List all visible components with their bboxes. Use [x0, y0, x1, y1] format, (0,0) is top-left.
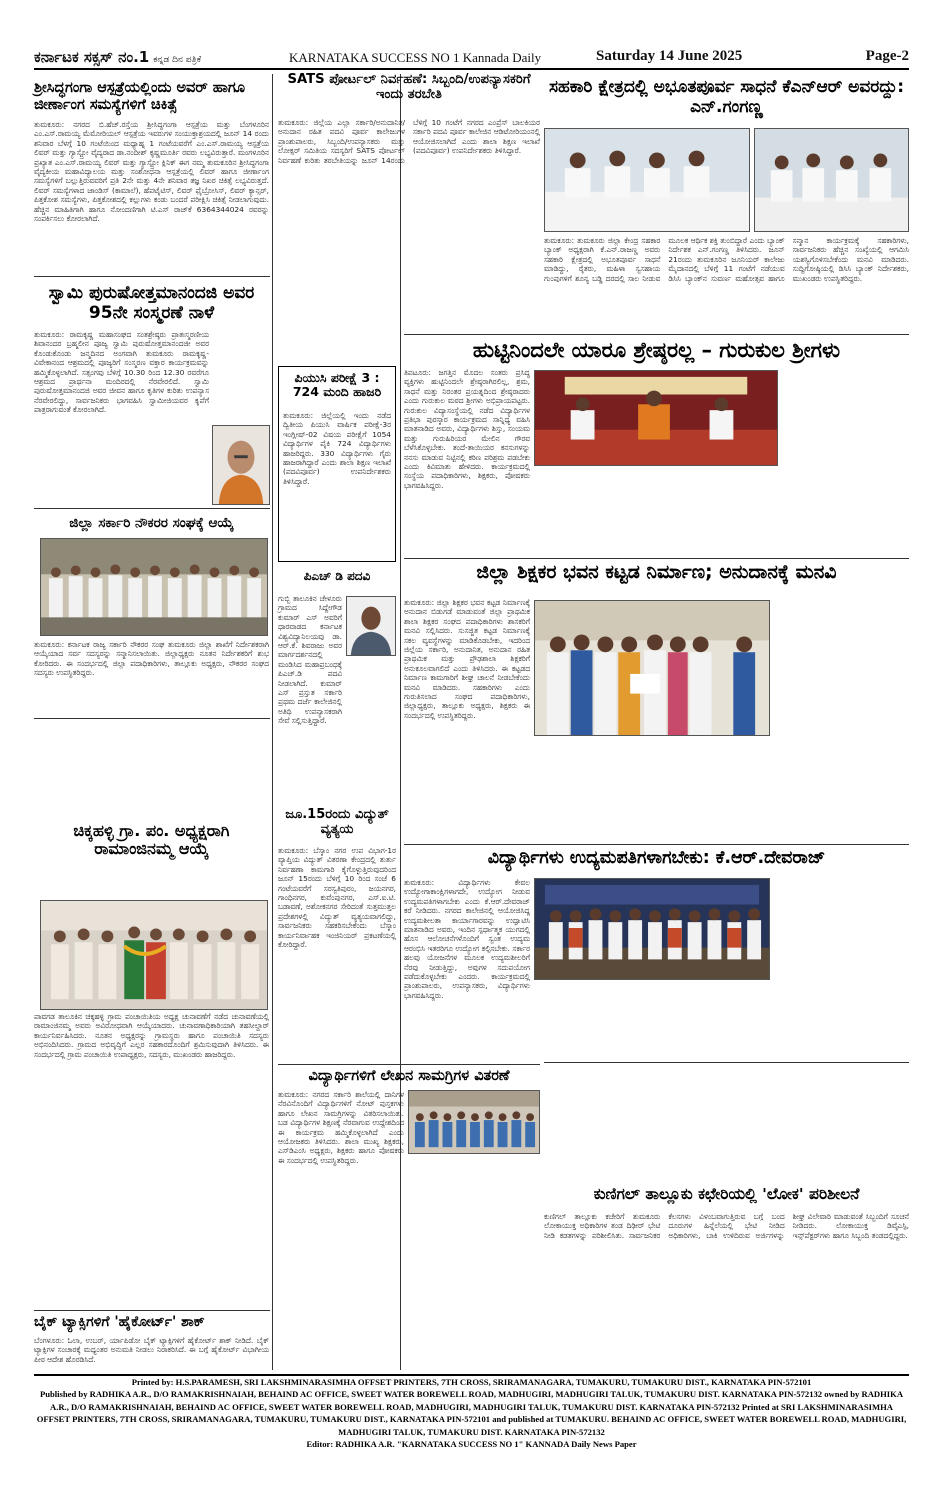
article-body: ತುಮಕೂರು: ಬೆಸ್ಕಾಂ ನಗರ ಉಪ ವಿಭಾಗ-1ರ ವ್ಯಾಪ್ತಿಯ ವಿದ್ಯುತ್ ವಿತರಣಾ ಕೇಂದ್ರದಲ್ಲಿ ತುರ್ತು ನಿರ್ವಹಣಾ ಕಾಮಗಾರಿ ಕೈಗೊಳ್ಳುತ್ತಿರುವುದರಿಂದ ಜೂನ್ 15ರಂದು ಬೆಳಿಗ್ಗೆ 10 ರಿಂದ ಸಂಜೆ 6 ಗಂಟೆಯವರೆಗೆ ಸರಸ್ವತಿಪುರಂ, ಜಯನಗರ, ಗಾಂಧಿನಗರ, ಕುವೆಂಪುನಗರ, ಎಸ್.ಐ.ಟಿ. ಬಡಾವಣೆ, ಅಶೋಕನಗರ ಸೇರಿದಂತೆ ಸುತ್ತಮುತ್ತಲ ಪ್ರದೇಶಗಳಲ್ಲಿ ವಿದ್ಯುತ್ ವ್ಯತ್ಯಯವಾಗಲಿದ್ದು, ಸಾರ್ವಜನಿಕರು ಸಹಕರಿಸಬೇಕೆಂದು ಬೆಸ್ಕಾಂ ಕಾರ್ಯನಿರ್ವಾಹಕ ಇಂಜಿನಿಯರ್ ಪ್ರಕಟಣೆಯಲ್ಲಿ ಕೋರಿದ್ದಾರೆ. [278, 846, 396, 950]
article-body-continued [534, 984, 770, 1058]
press-meet-photo-2 [754, 128, 909, 232]
divider [34, 508, 270, 509]
article-headline: ಶ್ರೀಸಿದ್ಧಗಂಗಾ ಆಸ್ಪತ್ರೆಯಲ್ಲಿಂದು ಅವರ್ ಹಾಗೂ ಜೀರ್ಣಾಂಗ ಸಮಸ್ಯೆಗಳಿಗೆ ಚಿಕಿತ್ಸೆ [34, 80, 246, 113]
swami-portrait-photo [212, 425, 270, 505]
article-body: ತುಮಕೂರು: ತುಮಕೂರು ಜಿಲ್ಲಾ ಕೇಂದ್ರ ಸಹಕಾರ ಬ್ಯಾಂಕ್ ಅಧ್ಯಕ್ಷರಾಗಿ ಕೆ.ಎನ್.ರಾಜಣ್ಣ ಅವರು ಸಹಕಾರಿ ಕ್ಷೇತ್ರದಲ್ಲಿ ಅಭೂತಪೂರ್ವ ಸಾಧನೆ ಮಾಡಿದ್ದು, ರೈತರು, ಮಹಿಳಾ ಸ್ವಸಹಾಯ ಗುಂಪುಗಳಿಗೆ ಶೂನ್ಯ ಬಡ್ಡಿ ದರದಲ್ಲಿ ಸಾಲ ನೀಡುವ ಮೂಲಕ ಆರ್ಥಿಕ ಶಕ್ತಿ ತುಂಬಿದ್ದಾರೆ ಎಂದು ಬ್ಯಾಂಕ್ ನಿರ್ದೇಶಕ ಎನ್.ಗಂಗಣ್ಣ ತಿಳಿಸಿದರು. ಜೂನ್ 21ರಂದು ತುಮಕೂರಿನ ಜೂನಿಯರ್ ಕಾಲೇಜು ಮೈದಾನದಲ್ಲಿ ಬೆಳಿಗ್ಗೆ 11 ಗಂಟೆಗೆ ನಡೆಯುವ ಡಿಸಿಸಿ ಬ್ಯಾಂಕ್‌ನ ಸುವರ್ಣ ಮಹೋತ್ಸವ ಹಾಗೂ ಸನ್ಮಾನ ಕಾರ್ಯಕ್ರಮಕ್ಕೆ ಸಹಕಾರಿಗಳು, ಸಾರ್ವಜನಿಕರು ಹೆಚ್ಚಿನ ಸಂಖ್ಯೆಯಲ್ಲಿ ಆಗಮಿಸಿ ಯಶಸ್ವಿಗೊಳಿಸಬೇಕೆಂದು ಮನವಿ ಮಾಡಿದರು. ಸುದ್ದಿಗೋಷ್ಠಿಯಲ್ಲಿ ಡಿಸಿಸಿ ಬ್ಯಾಂಕ್ ನಿರ್ದೇಶಕರು, ಮುಖಂಡರು ಉಪಸ್ಥಿತರಿದ್ದರು. [544, 236, 909, 283]
article-body: ಬೆಂಗಳೂರು: ಓಲಾ, ಉಬರ್, ರ್ಯಾಪಿಡೋ ಬೈಕ್ ಟ್ಯಾಕ್ಸಿಗಳಿಗೆ ಹೈಕೋರ್ಟ್ ಶಾಕ್ ನೀಡಿದೆ. ಬೈಕ್ ಟ್ಯಾಕ್ಸಿಗಳ ಸಂಚಾರಕ್ಕೆ ಮಧ್ಯಂತರ ಅನುಮತಿ ನೀಡಲು ನಿರಾಕರಿಸಿದೆ. ಈ ಬಗ್ಗೆ ಹೈಕೋರ್ಟ್ ವಿಭಾಗೀಯ ಪೀಠ ಆದೇಶ ಹೊರಡಿಸಿದೆ. [34, 1336, 269, 1364]
article-headline: SATS ಪೋರ್ಟಲ್ ನಿರ್ವಹಣೆ: ಸಿಬ್ಬಂದಿ/ಉಪನ್ಯಾಸಕರಿಗೆ ಇಂದು ತರಬೇತಿ [287, 72, 531, 103]
divider [404, 844, 909, 845]
divider [404, 558, 909, 559]
article-headline: ಜೂ.15ರಂದು ವಿದ್ಯುತ್ ವ್ಯತ್ಯಯ [285, 807, 389, 837]
article-body: ತುಮಕೂರು: ಜಿಲ್ಲಾ ಶಿಕ್ಷಕರ ಭವನ ಕಟ್ಟಡ ನಿರ್ಮಾಣಕ್ಕೆ ಅನುದಾನ ಬಿಡುಗಡೆ ಮಾಡುವಂತೆ ಜಿಲ್ಲಾ ಪ್ರಾಥಮಿಕ ಶಾಲಾ ಶಿಕ್ಷಕರ ಸಂಘದ ಪದಾಧಿಕಾರಿಗಳು ಶಾಸಕರಿಗೆ ಮನವಿ ಸಲ್ಲಿಸಿದರು. ಸುಸಜ್ಜಿತ ಕಟ್ಟಡ ನಿರ್ಮಾಣಕ್ಕೆ ಸಕಲ ವ್ಯವಸ್ಥೆಗಳನ್ನು ಮಾಡಿಕೊಡಬೇಕು, ಇದರಿಂದ ಜಿಲ್ಲೆಯ ಸರ್ಕಾರಿ, ಅನುದಾನಿತ, ಅನುದಾನ ರಹಿತ ಪ್ರಾಥಮಿಕ ಮತ್ತು ಪ್ರೌಢಶಾಲಾ ಶಿಕ್ಷಕರಿಗೆ ಅನುಕೂಲವಾಗಲಿದೆ ಎಂದು ತಿಳಿಸಿದರು. ಈ ಕಟ್ಟಡದ ನಿರ್ಮಾಣ ಕಾಮಗಾರಿಗೆ ಶೀಘ್ರ ಚಾಲನೆ ನೀಡಬೇಕೆಂದು ಮನವಿ ಮಾಡಿದರು. ಸಹಕಾರಿಗಳು ಎಂದು ಗುರುತಿಸಲಾದ ಸಂಘದ ಪದಾಧಿಕಾರಿಗಳು, ಜಿಲ್ಲಾಧ್ಯಕ್ಷರು, ತಾಲ್ಲೂಕು ಅಧ್ಯಕ್ಷರು, ಶಿಕ್ಷಕರು ಈ ಸಂದರ್ಭದಲ್ಲಿ ಉಪಸ್ಥಿತರಿದ್ದರು. [404, 598, 530, 720]
article-headline: ಸಹಕಾರಿ ಕ್ಷೇತ್ರದಲ್ಲಿ ಅಭೂತಪೂರ್ವ ಸಾಧನೆ ಕೆಎನ್‌ಆರ್ ಅವರದ್ದು: ಎನ್.ಗಂಗಣ್ಣ [548, 77, 905, 117]
article-body-continued [544, 1066, 909, 1182]
article-headline: ವಿದ್ಯಾರ್ಥಿಗಳಿಗೆ ಲೇಖನ ಸಾಮಗ್ರಿಗಳ ವಿತರಣೆ [308, 1068, 510, 1084]
article-body: ಕುಣಿಗಲ್ ತಾಲ್ಲೂಕು ಕಚೇರಿಗೆ ತುಮಕೂರು ಲೋಕಾಯುಕ್ತ ಅಧಿಕಾರಿಗಳ ತಂಡ ದಿಢೀರ್ ಭೇಟಿ ನೀಡಿ ಕಡತಗಳನ್ನು ಪರಿಶೀಲಿಸಿತು. ಸಾರ್ವಜನಿಕರ ಕೆಲಸಗಳು ವಿಳಂಬವಾಗುತ್ತಿರುವ ಬಗ್ಗೆ ಬಂದ ದೂರುಗಳ ಹಿನ್ನೆಲೆಯಲ್ಲಿ ಭೇಟಿ ನೀಡಿದ ಅಧಿಕಾರಿಗಳು, ಬಾಕಿ ಉಳಿದಿರುವ ಅರ್ಜಿಗಳನ್ನು ಶೀಘ್ರ ವಿಲೇವಾರಿ ಮಾಡುವಂತೆ ಸಿಬ್ಬಂದಿಗೆ ಸೂಚನೆ ನೀಡಿದರು. ಲೋಕಾಯುಕ್ತ ಡಿವೈಎಸ್ಪಿ, ಇನ್ಸ್‌ಪೆಕ್ಟರ್‌ಗಳು ಹಾಗೂ ಸಿಬ್ಬಂದಿ ತಂಡದಲ್ಲಿದ್ದರು. [544, 1212, 909, 1240]
gurukul-stage-photo [534, 370, 778, 466]
newspaper-title: ಕರ್ನಾಟಕ ಸಕ್ಸಸ್ ನಂ.1 ಕನ್ನಡ ದಿನ ಪತ್ರಿಕೆ [34, 48, 202, 66]
article-headline: ಹುಟ್ಟಿನಿಂದಲೇ ಯಾರೂ ಶ್ರೇಷ್ಠರಲ್ಲ – ಗುರುಕುಲ ಶ್ರೀಗಳು [472, 338, 841, 362]
panchayat-president-photo [40, 900, 268, 1010]
divider [34, 718, 270, 719]
imprint-editor: Editor: RADHIKA A.R. "KARNATAKA SUCCESS NO 1" KANNADA Daily News Paper [306, 1439, 637, 1450]
students-distribution-photo [408, 1090, 540, 1154]
article-body: ಪಾವಗಡ ತಾಲೂಕಿನ ಚಿಕ್ಕಹಳ್ಳಿ ಗ್ರಾಮ ಪಂಚಾಯಿತಿಯ ಅಧ್ಯಕ್ಷ ಚುನಾವಣೆಗೆ ನಡೆದ ಚುನಾವಣೆಯಲ್ಲಿ ರಾಮಾಂಜಿನಮ್ಮ ಅವರು ಅವಿರೋಧವಾಗಿ ಆಯ್ಕೆಯಾದರು. ಚುನಾವಣಾಧಿಕಾರಿಯಾಗಿ ತಹಸೀಲ್ದಾರ್ ಕಾರ್ಯನಿರ್ವಹಿಸಿದರು. ನೂತನ ಅಧ್ಯಕ್ಷರನ್ನು ಗ್ರಾಮಸ್ಥರು ಹಾಗೂ ಪಂಚಾಯಿತಿ ಸದಸ್ಯರು ಅಭಿನಂದಿಸಿದರು. ಗ್ರಾಮದ ಅಭಿವೃದ್ಧಿಗೆ ಎಲ್ಲರ ಸಹಕಾರದೊಂದಿಗೆ ಶ್ರಮಿಸುವುದಾಗಿ ತಿಳಿಸಿದರು. ಈ ಸಂದರ್ಭದಲ್ಲಿ ಗ್ರಾಮ ಪಂಚಾಯಿತಿ ಉಪಾಧ್ಯಕ್ಷರು, ಸದಸ್ಯರು, ಮುಖಂಡರು ಹಾಜರಿದ್ದರು. [34, 1012, 269, 1059]
press-meet-photo-1 [544, 128, 750, 232]
article-headline: ಜಿಲ್ಲಾ ಶಿಕ್ಷಕರ ಭವನ ಕಟ್ಟಡ ನಿರ್ಮಾಣ; ಅನುದಾನಕ್ಕೆ ಮನವಿ [476, 561, 837, 583]
article-body: ತುಮಕೂರು: ನಗರದ ಸರ್ಕಾರಿ ಶಾಲೆಯಲ್ಲಿ ದಾನಿಗಳ ನೆರವಿನೊಂದಿಗೆ ವಿದ್ಯಾರ್ಥಿಗಳಿಗೆ ನೋಟ್ ಪುಸ್ತಕಗಳು ಹಾಗೂ ಲೇಖನ ಸಾಮಗ್ರಿಗಳನ್ನು ವಿತರಿಸಲಾಯಿತು. ಬಡ ವಿದ್ಯಾರ್ಥಿಗಳ ಶಿಕ್ಷಣಕ್ಕೆ ನೆರವಾಗುವ ಉದ್ದೇಶದಿಂದ ಈ ಕಾರ್ಯಕ್ರಮ ಹಮ್ಮಿಕೊಳ್ಳಲಾಗಿದೆ ಎಂದು ಆಯೋಜಕರು ತಿಳಿಸಿದರು. ಶಾಲಾ ಮುಖ್ಯ ಶಿಕ್ಷಕರು, ಎಸ್‌ಡಿಎಂಸಿ ಅಧ್ಯಕ್ಷರು, ಶಿಕ್ಷಕರು ಹಾಗೂ ಪೋಷಕರು ಈ ಸಂದರ್ಭದಲ್ಲಿ ಉಪಸ್ಥಿತರಿದ್ದರು. [278, 1090, 404, 1165]
article-headline: ಚಿಕ್ಕಹಳ್ಳಿ ಗ್ರಾ. ಪಂ. ಅಧ್ಯಕ್ಷರಾಗಿ ರಾಮಾಂಜಿನಮ್ಮ ಆಯ್ಕೆ [73, 821, 230, 859]
article-body-continued [774, 878, 909, 1058]
masthead [34, 46, 909, 70]
article-body: ತುಮಕೂರು: ವಿದ್ಯಾರ್ಥಿಗಳು ಕೇವಲ ಉದ್ಯೋಗಾಕಾಂಕ್ಷಿಗಳಾಗದೇ, ಉದ್ಯೋಗ ನೀಡುವ ಉದ್ಯಮಪತಿಗಳಾಗಬೇಕು ಎಂದು ಕೆ.ಆರ್.ದೇವರಾಜ್ ಕರೆ ನೀಡಿದರು. ನಗರದ ಕಾಲೇಜಿನಲ್ಲಿ ಆಯೋಜಿಸಿದ್ದ ಉದ್ಯಮಶೀಲತಾ ಕಾರ್ಯಾಗಾರವನ್ನು ಉದ್ಘಾಟಿಸಿ ಮಾತನಾಡಿದ ಅವರು, ಇಂದಿನ ಸ್ಪರ್ಧಾತ್ಮಕ ಯುಗದಲ್ಲಿ ಹೊಸ ಆಲೋಚನೆಗಳೊಂದಿಗೆ ಸ್ವಂತ ಉದ್ಯಮ ಆರಂಭಿಸಿ ಇತರರಿಗೂ ಉದ್ಯೋಗ ಕಲ್ಪಿಸಬೇಕು. ಸರ್ಕಾರ ಹಲವು ಯೋಜನೆಗಳ ಮೂಲಕ ಉದ್ಯಮಶೀಲರಿಗೆ ನೆರವು ನೀಡುತ್ತಿದ್ದು, ಅವುಗಳ ಸದುಪಯೋಗ ಪಡೆದುಕೊಳ್ಳಬೇಕು ಎಂದರು. ಕಾರ್ಯಕ್ರಮದಲ್ಲಿ ಪ್ರಾಂಶುಪಾಲರು, ಉಪನ್ಯಾಸಕರು, ವಿದ್ಯಾರ್ಥಿಗಳು ಭಾಗವಹಿಸಿದ್ದರು. [404, 878, 530, 1000]
article-headline: ಜಿಲ್ಲಾ ಸರ್ಕಾರಿ ನೌಕರರ ಸಂಘಕ್ಕೆ ಆಯ್ಕೆ [69, 515, 234, 531]
article-body: ತುಮಕೂರು: ಕರ್ನಾಟಕ ರಾಜ್ಯ ಸರ್ಕಾರಿ ನೌಕರರ ಸಂಘ ತುಮಕೂರು ಜಿಲ್ಲಾ ಶಾಖೆಗೆ ನಿರ್ದೇಶಕರಾಗಿ ಆಯ್ಕೆಯಾದ ಸರ್ವ ಸದಸ್ಯರನ್ನು ಸನ್ಮಾನಿಸಲಾಯಿತು. ಜಿಲ್ಲಾಧ್ಯಕ್ಷರು ನೂತನ ನಿರ್ದೇಶಕರಿಗೆ ಶುಭ ಕೋರಿದರು. ಈ ಸಂದರ್ಭದಲ್ಲಿ ಜಿಲ್ಲಾ ಪದಾಧಿಕಾರಿಗಳು, ತಾಲ್ಲೂಕು ಅಧ್ಯಕ್ಷರು, ನೌಕರರ ಸಂಘದ ಸದಸ್ಯರು ಉಪಸ್ಥಿತರಿದ್ದರು. [34, 640, 269, 678]
article-headline: ಬೈಕ್ ಟ್ಯಾಕ್ಸಿಗಳಿಗೆ 'ಹೈಕೋರ್ಟ್' ಶಾಕ್ [34, 1314, 205, 1330]
divider [34, 1310, 270, 1311]
teachers-memorandum-photo [534, 600, 770, 736]
imprint-footer [34, 1374, 909, 1450]
article-body-continued [534, 470, 778, 554]
article-body-continued [404, 744, 770, 838]
article-body: ತುಮಕೂರು: ಜಿಲ್ಲೆಯಲ್ಲಿ ಇಂದು ನಡೆದ ದ್ವಿತೀಯ ಪಿಯುಸಿ ವಾರ್ಷಿಕ ಪರೀಕ್ಷೆ-3ರ ಇಂಗ್ಲೀಷ್-02 ವಿಷಯ ಪರೀಕ್ಷೆಗೆ 1054 ವಿದ್ಯಾರ್ಥಿಗಳ ಪೈಕಿ 724 ವಿದ್ಯಾರ್ಥಿಗಳು ಹಾಜರಿದ್ದರು. 330 ವಿದ್ಯಾರ್ಥಿಗಳು ಗೈರು ಹಾಜರಾಗಿದ್ದಾರೆ ಎಂದು ಶಾಲಾ ಶಿಕ್ಷಣ ಇಲಾಖೆ (ಪದವಿಪೂರ್ವ) ಉಪನಿರ್ದೇಶಕರು ತಿಳಿಸಿದ್ದಾರೆ. [283, 411, 391, 486]
article-body: ತುಮಕೂರು: ನಗರದ ಬಿ.ಹೆಚ್.ರಸ್ತೆಯ ಶ್ರೀಸಿದ್ಧಗಂಗಾ ಆಸ್ಪತ್ರೆಯ ಮತ್ತು ಬೆಂಗಳೂರಿನ ಎಂ.ಎಸ್.ರಾಮಯ್ಯ ಮೆಮೋರಿಯಲ್ ಆಸ್ಪತ್ರೆಯ ಇವರುಗಳ ಸಂಯುಕ್ತಾಶ್ರಯದಲ್ಲಿ ಜೂನ್ 14 ರಂದು ಶನಿವಾರ ಬೆಳಗ್ಗೆ 10 ಗಂಟೆಯಿಂದ ಮಧ್ಯಾಹ್ನ 1 ಗಂಟೆಯವರೆಗೆ ಎಂ.ಎಸ್.ರಾಮಯ್ಯ ಆಸ್ಪತ್ರೆಯ ಲಿವರ್ ಮತ್ತು ಗ್ಯಾಸ್ಟ್ರೋ ವೈದ್ಯರಾದ ಡಾ.ನಂದೀಶ್ ಕೃಷ್ಣಮೂರ್ತಿ ರವರು ಲಭ್ಯವಿರುತ್ತಾರೆ. ಮಂಗಳೂರಿನ ಪ್ರಖ್ಯಾತ ಎಂ.ಎಸ್.ರಾಮಯ್ಯ ಲಿವರ್ ಮತ್ತು ಗ್ಯಾಸ್ಟ್ರೋ ಕ್ಲಿನಿಕ್ ಈಗ ನಮ್ಮ ತುಮಕೂರಿನ ಶ್ರೀಸಿದ್ಧಗಂಗಾ ವೈದ್ಯಕೀಯ ಮಹಾವಿದ್ಯಾಲಯ ಮತ್ತು ಸಂಶೋಧನಾ ಆಸ್ಪತ್ರೆಯಲ್ಲಿ ಲಿವರ್ ಹಾಗೂ ಜೀರ್ಣಾಂಗ ಸಮಸ್ಯೆಗಳಿಗೆ ಬಲ್ಲುತ್ತಿರುವವರಿಗೆ ಪ್ರತಿ 2ನೇ ಮತ್ತು 4ನೇ ಶನಿವಾರ ತಜ್ಞ ನಿಖರ ಚಿಕಿತ್ಸೆ ಲಭ್ಯವಿರುತ್ತದೆ. ಲಿವರ್ ಸಮಸ್ಯೆಗಳಾದ ಜಾಂಡಿಸ್ (ಕಾಮಾಲೆ), ಹೆಪಟೈಟಿಸ್, ಲಿವರ್ ಫೈಬ್ರೋಸಿಸ್, ಲಿವರ್ ಕ್ಯಾನ್ಸರ್, ಪಿತ್ತಕೋಶ ಸಮಸ್ಯೆಗಳು, ಪಿತ್ತಕೋಶದಲ್ಲಿ ಕಲ್ಲುಗಳು ಕಂಡು ಬಂದರೆ ಪರೀಕ್ಷಿಸಿ ಚಿಕಿತ್ಸೆ ನೀಡಲಾಗುವುದು. ಹೆಚ್ಚಿನ ಮಾಹಿತಿಗಾಗಿ ಹಾಗೂ ನೋಂದಣಿಗಾಗಿ ಟಿ.ಎಸ್ ರಾಜ್‌ಕೆ 6364344024 ರವರನ್ನು ಸಂಪರ್ಕಿಸಲು ಕೋರಲಾಗಿದೆ. [34, 120, 269, 224]
newspaper-name-english: KARNATAKA SUCCESS NO 1 Kannada Daily [289, 50, 542, 65]
imprint-printed-by: Printed by: H.S.PARAMESH, SRI LAKSHMINARASIMHA OFFSET PRINTERS, 7TH CROSS, SRIRAMANAGARA, TUMAKURU, TUMAKURU DIST., KARNATAKA PIN-572101 [131, 1377, 812, 1387]
column-rule [272, 74, 273, 1370]
divider [278, 1064, 540, 1065]
issue-date: Saturday 14 June 2025 [596, 48, 743, 64]
article-body: ತಿಪಟೂರು: ಜಗತ್ತಿನ ಮೊದಲ ಸಂತರು ಪ್ರಸಿದ್ಧ ವ್ಯಕ್ತಿಗಳು ಹುಟ್ಟಿನಿಂದಲೇ ಶ್ರೇಷ್ಠರಾಗಿರಲಿಲ್ಲ, ಶ್ರಮ, ಸಾಧನೆ ಮತ್ತು ನಿರಂತರ ಪ್ರಯತ್ನದಿಂದ ಶ್ರೇಷ್ಠರಾದರು ಎಂದು ಗುರುಕುಲ ಮಠದ ಶ್ರೀಗಳು ಅಭಿಪ್ರಾಯಪಟ್ಟರು. ಗುರುಕುಲ ವಿದ್ಯಾಸಂಸ್ಥೆಯಲ್ಲಿ ನಡೆದ ವಿದ್ಯಾರ್ಥಿಗಳ ಪ್ರತಿಭಾ ಪುರಸ್ಕಾರ ಕಾರ್ಯಕ್ರಮದ ಸಾನ್ನಿಧ್ಯ ವಹಿಸಿ ಮಾತನಾಡಿದ ಅವರು, ವಿದ್ಯಾರ್ಥಿಗಳು ಶಿಸ್ತು, ಸಂಯಮ ಮತ್ತು ಗುರುಹಿರಿಯರ ಮೇಲಿನ ಗೌರವ ಬೆಳೆಸಿಕೊಳ್ಳಬೇಕು. ತಂದೆ-ತಾಯಿಯರ ಕನಸುಗಳನ್ನು ನನಸು ಮಾಡುವ ನಿಟ್ಟಿನಲ್ಲಿ ಕಠಿಣ ಪರಿಶ್ರಮ ಪಡಬೇಕು ಎಂದು ಕಿವಿಮಾತು ಹೇಳಿದರು. ಕಾರ್ಯಕ್ರಮದಲ್ಲಿ ಸಂಸ್ಥೆಯ ಪದಾಧಿಕಾರಿಗಳು, ಶಿಕ್ಷಕರು, ಪೋಷಕರು ಭಾಗವಹಿಸಿದ್ದರು. [404, 368, 530, 490]
article-headline: ಕುಣಿಗಲ್ ತಾಲ್ಲೂಕು ಕಛೇರಿಯಲ್ಲಿ 'ಲೋಕ' ಪರಿಶೀಲನೆ [593, 1185, 860, 1203]
phd-recipient-portrait [346, 596, 396, 656]
divider [34, 276, 270, 277]
entrepreneurship-event-photo [534, 878, 770, 980]
article-body-continued [774, 600, 909, 838]
article-body-continued [782, 370, 909, 552]
tagline: ಕನ್ನಡ ದಿನ ಪತ್ರಿಕೆ [153, 55, 202, 65]
divider [404, 334, 909, 335]
article-headline: ಸ್ವಾಮಿ ಪುರುಷೋತ್ತಮಾನಂದಜಿ ಅವರ 95ನೇ ಸಂಸ್ಮರಣೆ ನಾಳೆ [48, 283, 255, 323]
divider [544, 1062, 909, 1063]
imprint-published-by: Published by RADHIKA A.R., D/O RAMAKRISHNAIAH, BEHAIND AC OFFICE, SWEET WATER BOREWELL ROAD, MADHUGIRI, MADHUGIRI TALUK, TUMAKURU DIST. KARNATAKA PIN-572132 owned by RADHIKA A.R., D/O RAMAKRISHNAIAH, BEHAIND AC OFFICE, SWEET WATER BOREWELL ROAD, MADHUGIRI, MADHUGIRI TALUK, TUMAKURU DIST. KARNATAKA PIN-572132 Printed at SRI LAKSHMINARASIMHA OFFSET PRINTERS, 7TH CROSS, SRIRAMANAGARA, TUMAKURU, TUMAKURU DIST., KARNATAKA PIN-572101 and published at TUMAKURU. BEHAIND AC OFFICE, SWEET WATER BOREWELL ROAD, MADHUGIRI, MADHUGIRI TALUK, TUMAKURU DIST. KARNATAKA PIN-572132 [36, 1389, 907, 1437]
employees-group-photo [40, 538, 268, 636]
article-headline: ಪಿಎಚ್ ಡಿ ಪದವಿ [303, 569, 371, 583]
article-headline: ವಿದ್ಯಾರ್ಥಿಗಳು ಉದ್ಯಮಪತಿಗಳಾಗಬೇಕು: ಕೆ.ಆರ್.ದೇವರಾಜ್ [487, 848, 826, 868]
article-body: ತುಮಕೂರು: ಜಿಲ್ಲೆಯ ಎಲ್ಲಾ ಸರ್ಕಾರಿ/ಅನುದಾನಿತ/ಅನುದಾನ ರಹಿತ ಪದವಿ ಪೂರ್ವ ಕಾಲೇಜುಗಳ ಪ್ರಾಂಶುಪಾಲರು, ಸಿಬ್ಬಂದಿ/ಉಪನ್ಯಾಸಕರು ಮತ್ತು ಲೋಕ್ಸರ್ ಸಮಿತಿಯ ಸದಸ್ಯರಿಗೆ SATS ಪೋರ್ಟಲ್ ನಿರ್ವಹಣೆ ಕುರಿತು ತರಬೇತಿಯನ್ನು ಜೂನ್ 14ರಂದು ಬೆಳಿಗ್ಗೆ 10 ಗಂಟೆಗೆ ನಗರದ ಎಂಪ್ರೆಸ್ ಬಾಲಕಿಯರ ಸರ್ಕಾರಿ ಪದವಿ ಪೂರ್ವ ಕಾಲೇಜಿನ ಆಡಿಟೋರಿಯಂನಲ್ಲಿ ಆಯೋಜಿಸಲಾಗಿದೆ ಎಂದು ಶಾಲಾ ಶಿಕ್ಷಣ ಇಲಾಖೆ (ಪದವಿಪೂರ್ವ) ಉಪನಿರ್ದೇಶಕರು ತಿಳಿಸಿದ್ದಾರೆ. [278, 118, 540, 165]
article-body-continued [278, 666, 396, 792]
exam-box [278, 366, 396, 562]
page-number: Page-2 [865, 48, 909, 64]
article-body: ತುಮಕೂರು: ರಾಮಕೃಷ್ಣ ಮಹಾಸಂಘದ ಸಂತಶ್ರೇಷ್ಠರು ಪ್ರಾತಃಸ್ಮರಣೀಯ ಶಿವಾನಂದರ ಬ್ರಹ್ಮಲೀನ ಪೂಜ್ಯ ಸ್ವಾಮಿ ಪುರುಷೋತ್ತಮಾನಂದಜೀ ಅವರ ಕೊಂಡುಕೊಂಡು ಜನ್ಮದಿನದ ಅಂಗವಾಗಿ ತುಮಕೂರು ರಾಮಕೃಷ್ಣ-ವಿವೇಕಾನಂದ ಆಶ್ರಮದಲ್ಲಿ ಪೂಜ್ಯರಿಗೆ ಸಂಸ್ಮರಣ ವಕ್ತಾರ ಕಾರ್ಯಕ್ರಮವನ್ನು ಹಮ್ಮಿಕೊಳ್ಳಲಾಗಿದೆ. ಸತ್ಸಂಗವು ಬೆಳಿಗ್ಗೆ 10.30 ರಿಂದ 12.30 ರವರೆಗೂ ಆಶ್ರಮದ ಪ್ರಾರ್ಥನಾ ಮಂದಿರದಲ್ಲಿ ನೆರವೇರಲಿದೆ. ಸ್ವಾಮಿ ಪುರುಷೋತ್ತಮಾನಂದಜಿ ಅವರ ಜೀವನ ಹಾಗೂ ಕೃತಿಗಳ ಕುರಿತು ಉಪನ್ಯಾಸ ನೆರವೇರಲಿದ್ದು, ಸಾರ್ವಜನಿಕರು ಭಾಗವಹಿಸಿ ಸ್ವಾಮೀಜಿಯವರ ಕೃಪೆಗೆ ಪಾತ್ರರಾಗುವಂತೆ ಕೋರಲಾಗಿದೆ. [34, 330, 209, 415]
article-headline: ಪಿಯುಸಿ ಪರೀಕ್ಷೆ 3 : 724 ಮಂದಿ ಹಾಜರಿ [292, 370, 382, 400]
article-body: ಗುಬ್ಬಿ ತಾಲೂಕಿನ ಚೇಳೂರು ಗ್ರಾಮದ ಸಿದ್ದೇಗೌಡ ಕುಮಾರ್ ಎಸ್ ಅವರಿಗೆ ಧಾರವಾಡದ ಕರ್ನಾಟಕ ವಿಶ್ವವಿದ್ಯಾನಿಲಯವು ಡಾ. ಆರ್.ಕೆ. ಶಿವರಾಜು ಅವರ ಮಾರ್ಗದರ್ಶನದಲ್ಲಿ ಮಂಡಿಸಿದ ಮಹಾಪ್ರಬಂಧಕ್ಕೆ ಪಿಎಚ್.ಡಿ ಪದವಿ ನೀಡಲಾಗಿದೆ. ಕುಮಾರ್ ಎಸ್ ಪ್ರಸ್ತುತ ಸರ್ಕಾರಿ ಪ್ರಥಮ ದರ್ಜೆ ಕಾಲೇಜಿನಲ್ಲಿ ಅತಿಥಿ ಉಪನ್ಯಾಸಕರಾಗಿ ಸೇವೆ ಸಲ್ಲಿಸುತ್ತಿದ್ದಾರೆ. [278, 594, 342, 726]
article-body-continued [278, 1212, 540, 1370]
